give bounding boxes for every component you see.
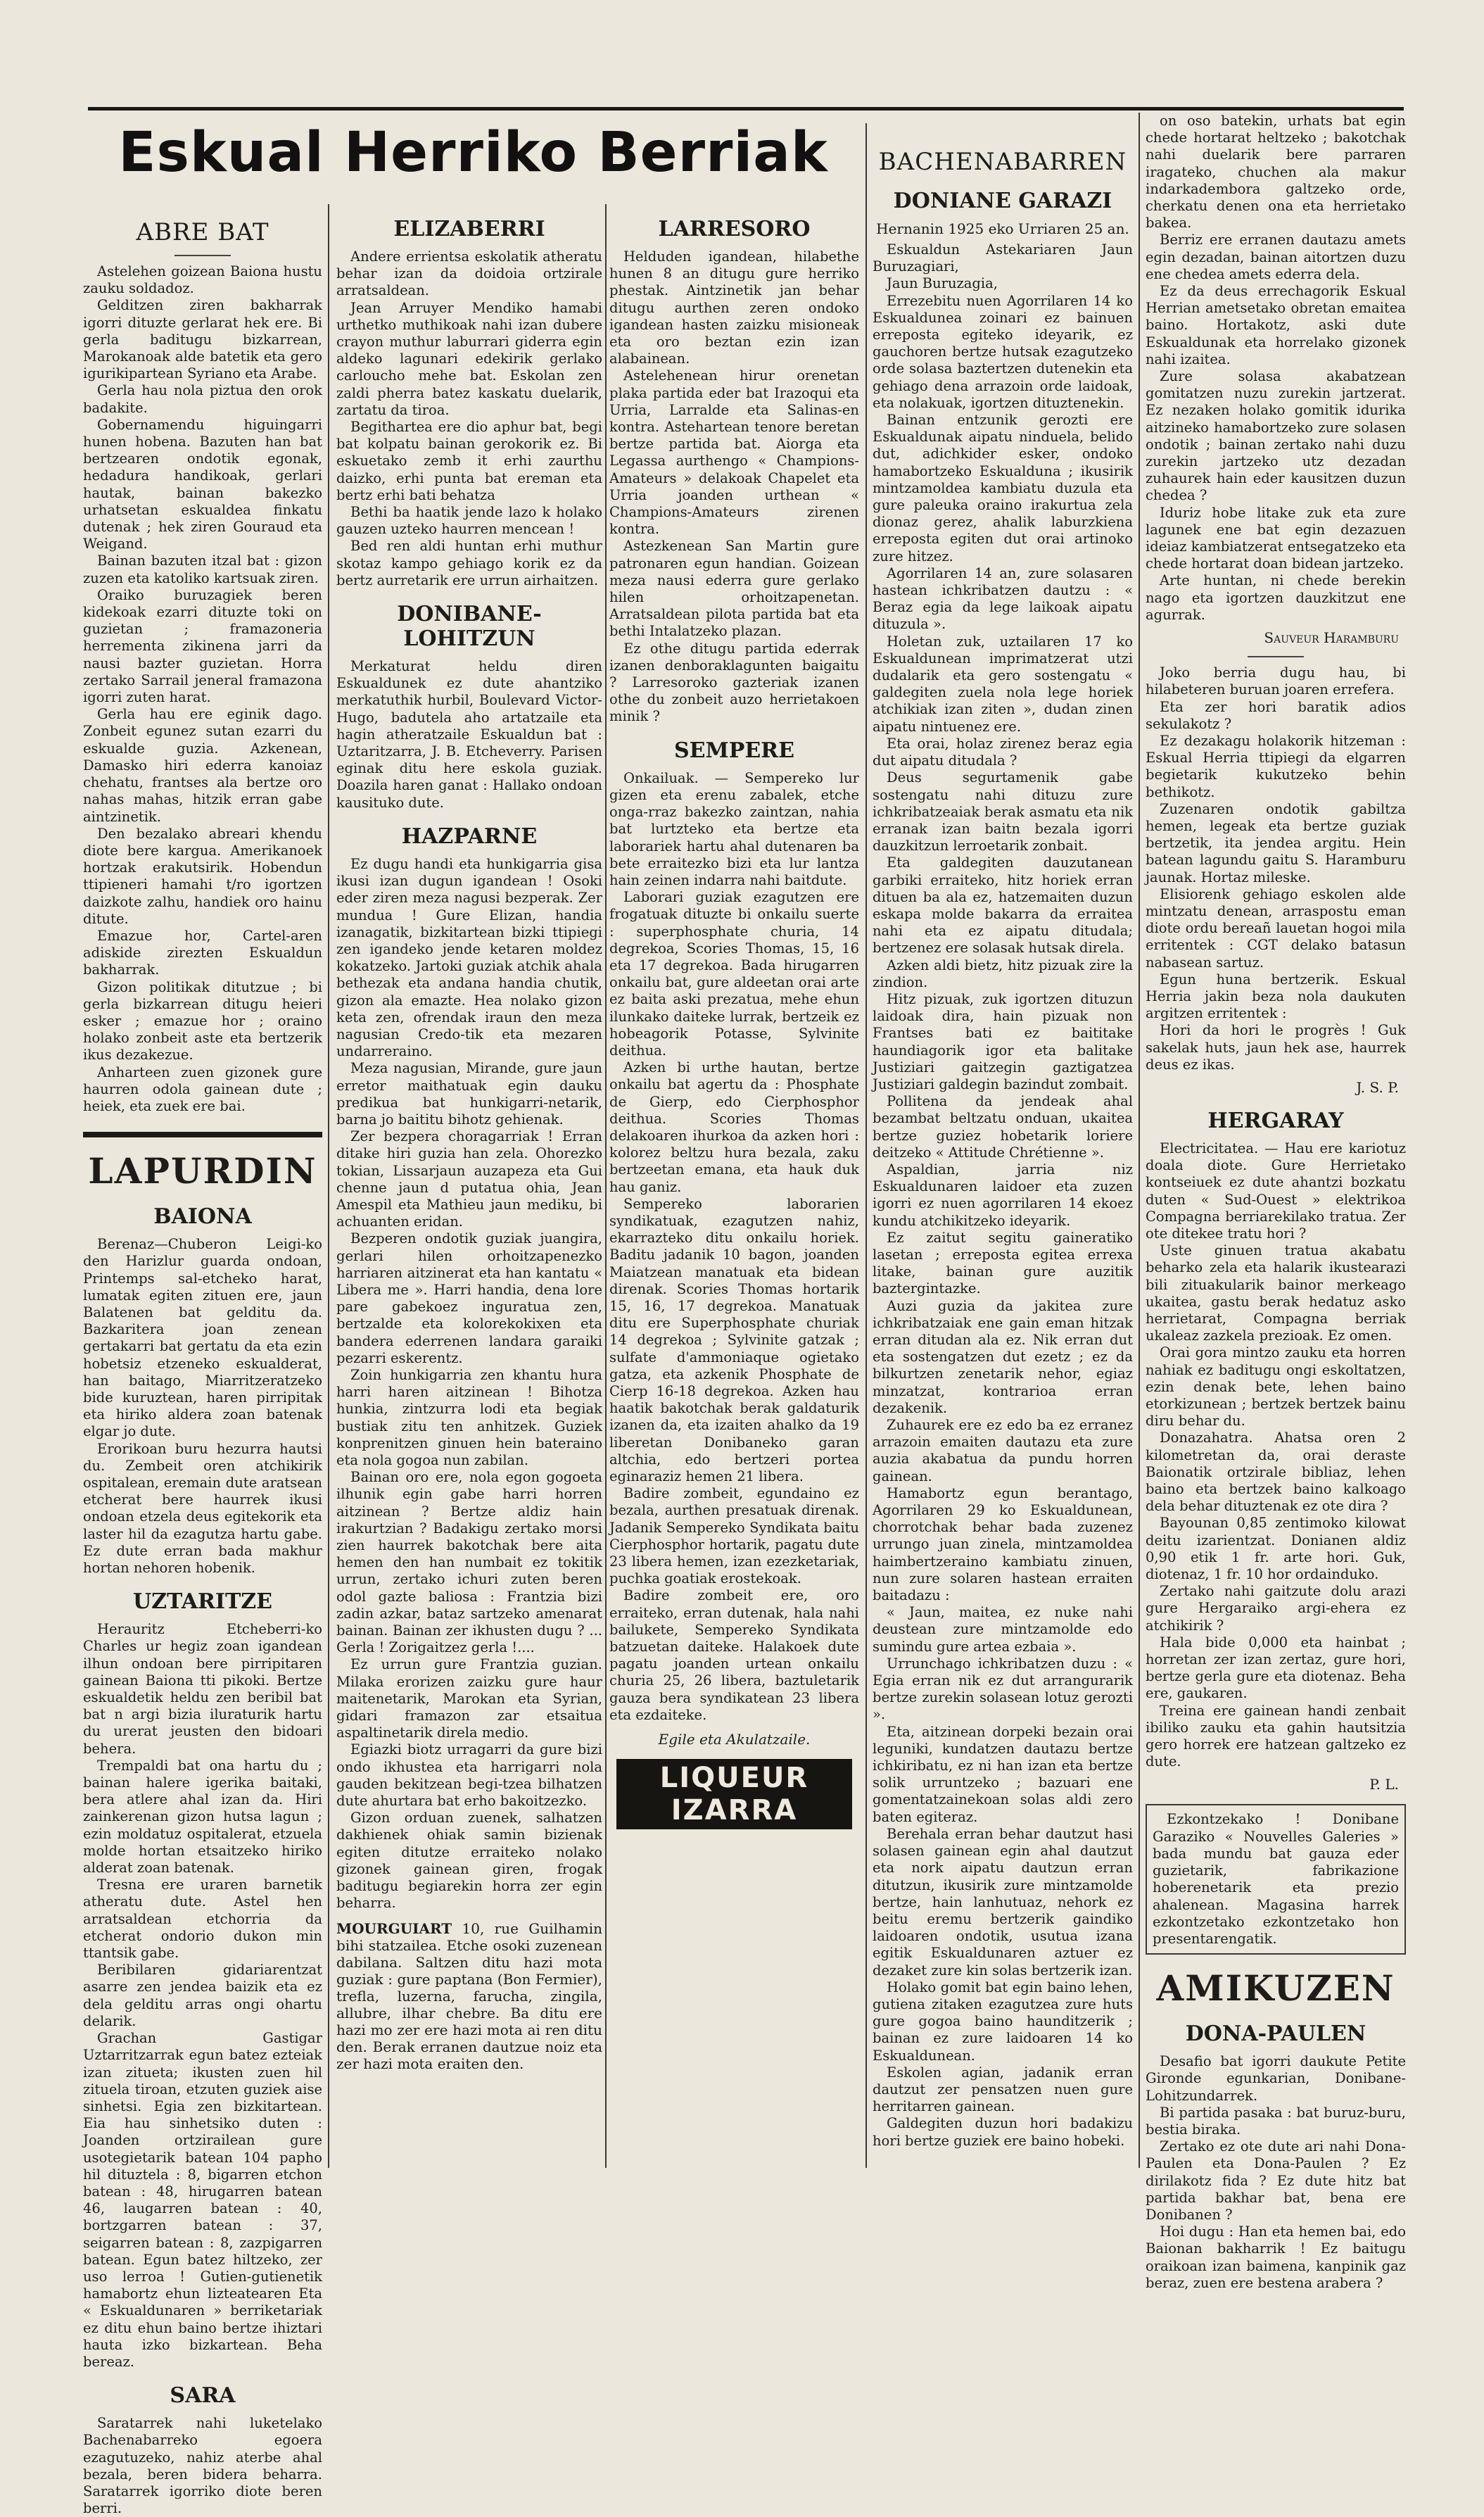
paragraph: Electricitatea. — Hau ere kariotuz doala diote. Gure Herrietako kontseiuek ez dute ahantzi bozkatu duten « Sud-Ouest » elektrikoa Compagna berriarekilako tratua. Zer ote ditekee tratu hori ? (1146, 1140, 1406, 1242)
paragraph: Bainan oro ere, nola egon gogoeta ilhunik egin gabe harri horren aitzinean ? Bertze aldiz hain irakurtzian ? Badakigu zertako morsi zien haurrek bakotchak bere aita hemen den han numbait ez tokitik urrun, zertako ichuri zuten beren odol gazte baliosa : Frantzia bizi zadin azkar, bataz sartzeko amenarat bainan. Bainan zer ikhusten dugu ? ... Gerla ! Zorigaitzez gerla !.... (336, 1469, 602, 1656)
subsection-title-larresoro: LARRESORO (658, 217, 811, 241)
letter-date: Hernanin 1925 eko Urriaren 25 an. (876, 220, 1129, 237)
paragraph: Urrunchago ichkribatzen duzu : « Egia erran nik ez dut arrangurarik bertze zurekin solasean lotuz gerozti ». (873, 1655, 1133, 1723)
paragraph: Zuzenaren ondotik gabiltza hemen, legeak eta bertze guziak bertzetik, ita jendea argitu. Hein batean lagundu gaitu S. Haramburu jaunak. Hortaz mileske. (1146, 800, 1406, 885)
paragraph: Gelditzen ziren bakharrak igorri dituzte gerlarat hek ere. Bi gerla baditugu bizkarrean, Marokanoak alde batetik eta gero igurikipartean Syriano eta Arabe. (83, 297, 322, 382)
advert-text: Ezkontzekako ! Donibane Garaziko « Nouvelles Galeries » bada mundu bat gauza eder guzietarik, fabrikazione hoberenetarik eta prezio ahalenean. Magasina harrek ezkontzetako ezkontzetako hon presentarengatik. (1153, 1811, 1399, 1947)
mourguiart-text: 10, rue Guilhamin bihi statzailea. Etche osoki zuzenean dabilana. Saltzen ditu hazi mota guziak : gure paptana (Bon Fermier), trefla, luzerna, farucha, zingila, allubre, ilhar chebre. Ba ditu ere hazi mo zer ere hazi mota ai ren ditu den. Berak erranen dautzue noiz eta zer hazi mota eraiten den. (336, 1920, 603, 2073)
advert-box (1146, 1804, 1406, 1955)
paragraph: Iduriz hobe litake zuk eta zure lagunek ene bat egin dezazuen ideiaz kambiatzerat entsegatzeko eta chede hortarat doan bidean jartzeko. (1146, 504, 1406, 572)
paragraph: Ez urrun gure Frantzia guzian. Milaka erorizen zaizku gure haur maitenetarik, Marokan eta Syrian, gidari framazon zar etsaitua aspaltinetarik direla medio. (336, 1656, 602, 1741)
masthead-title: Eskual Herriko Berriak (118, 121, 828, 184)
paragraph: Astezkenean San Martin gure patronaren egun handian. Goizean meza nausi ederra gure gerlako hilen orhoitzapenetan. Arratsaldean pilota partida bat eta bethi Intalatzeko plazan. (609, 538, 859, 640)
paragraph: Ez dugu handi eta hunkigarria gisa ikusi izan dugun igandean ! Osoki eder ziren meza nagusi bezperak. Zer mundua ! Gure Elizan, handia izanagatik, bizkitartean bizki ttipiegi zen igandeko jende ketaren moldez kokatzeko. Jartoki guziak atchik ahala bethezak eta andana handia chutik, gizon ala emazte. Hea nolako gizon keta zen, ofrendak iraun den meza nagusian Credo-tik eta mezaren undarreraino. (336, 855, 602, 1060)
paragraph: Bezperen ondotik guziak juangira, gerlari hilen orhoitzapenezko harriaren aitzinerat eta han kantatu « Libera me ». Harri handia, dena lore pare gabekoez inguratua zen, bertzalde eta kolorekokixen eta bandera ederrenen landara garaiki pezarri eskerentz. (336, 1230, 602, 1366)
column-4 (873, 134, 1133, 2168)
paragraph: Grachan Gastigar Uztarritzarrak egun batez ezteiak izan zitueta; ikusten zuen hil zituela tiroan, etzuten guziek aise sinhetsi. Egia zen bizkitartean. Eia hau sinhetsiko duten : Joanden ortzirailean gure usotegietarik batean 104 papho hil dituztela : 8, bigarren etchon batean : 48, hirugarren batean 46, laugarren batean : 40, bortzgarren batean : 37, seigarren batean : 8, zazpigarren batean. Egun batez hiltzeko, zer uso lerroa ! Gutien-gutienetik hamabortz ehun lizteatearen Eta « Eskualdunaren » berriketariak ez ditu ehun baino bertze ihiztari hauta izko bizkartean. Beha bereaz. (83, 2030, 322, 2370)
paragraph: Meza nagusian, Mirande, gure jaun erretor maithatuak egin dauku predikua bat hunkigarri-netarik, barna jo baititu bihotz gehienak. (336, 1060, 602, 1128)
paragraph: Eskualdun Astekariaren Jaun Buruzagiari, (873, 241, 1133, 275)
paragraph: Joko berria dugu hau, bi hilabeteren buruan joaren errefera. (1146, 664, 1406, 698)
paragraph: Bainan bazuten itzal bat : gizon zuzen eta katoliko kartsuak ziren. (83, 553, 322, 586)
paragraph: Ez dezakagu holakorik hitzeman : Eskual Herria ttipiegi da elgarren begietarik kukutzeko behin bethikotz. (1146, 732, 1406, 800)
subsection-title-sempere: SEMPERE (674, 738, 794, 763)
mourguiart-name: MOURGUIART (336, 1920, 452, 1938)
paragraph: Zuhaurek ere ez edo ba ez erranez arrazoin emaiten dautazu eta zure auzia akabatua da pundu horren gainean. (873, 1417, 1133, 1484)
paragraph: Agorrilaren 14 an, zure solasaren hastean ichkribatzen dautzu : « Beraz egia da lege laikoak aipatu dituzula ». (873, 564, 1133, 633)
paragraph: Auzi guzia da jakitea zure ichkribatzaiak ene gain eman hitzak erran ditudan ala ez. Nik erran dut eta sostengatzen dut ezetz ; ez da bilkurtzen zenetarik nehor, egiaz minzatzat, kontrarioa erran dezakenik. (873, 1297, 1133, 1416)
paragraph: Ez da deus errechagorik Eskual Herrian ametsetako obretan emaitea baino. Hortakotz, aski dute Eskualdunak eta horrelako gizonek nahi izaitea. (1146, 283, 1406, 367)
paragraph: Jean Arruyer Mendiko hamabi urthetko muthikoak nahi izan dubere crayon muthur laburrari giderra egin aldeko lagunari edekirik gerlako carloucho mehe bat. Eskolan zen zaldi pherra batez kaskatu duelarik, zartatu da tiroa. (336, 299, 602, 418)
paragraph: Azken bi urthe hautan, bertze onkailu bat agertu da : Phosphate de Gierp, edo Cierphosphor deithua. Scories Thomas delakoaren ihurkoa da azken hori : kolorez beltzu hura bezala, zaku bertzeetan emana, eta hauk duk hau ganiz. (609, 1059, 859, 1195)
paragraph: Beribilaren gidariarentzat asarre zen jendea baizik eta ez dela gelditu arras ongi ohartu delarik. (83, 1962, 322, 2029)
paragraph: Gizon politikak ditutzue ; bi gerla bizkarrean ditugu heieri esker ; emazue hor ; oraino holako zonbeit aste eta bertzerik ikus dezakezue. (83, 978, 322, 1064)
paragraph: Anharteen zuen gizonek gure haurren odola gainean dute ; heiek, eta zuek ere bai. (83, 1064, 322, 1114)
paragraph: Bayounan 0,85 zentimoko kilowat deitu izarientzat. Donianen aldiz 0,90 etik 1 fr. arte hori. Guk, diotenaz, 1 fr. 10 hor ordainduko. (1146, 1515, 1406, 1583)
paragraph: Hitz pizuak, zuk igortzen dituzun laidoak dira, hain pizuak non Frantses bati ez baititake haundiagorik igor eta balitake Justiziari gaitzegin gaztigatzea Justiziari galdegin bazindut zombait. (873, 990, 1133, 1092)
paragraph: Hamabortz egun berantago, Agorrilaren 29 ko Eskualdunean, chorrotchak behar bada zuzenez urrungo juan zinela, mintzamoldea haimbertzeraino kambiatu zinuen, nun zure solaren hastean erraiten baitadazu : (873, 1484, 1133, 1604)
paragraph: Bethi ba haatik jende lazo k holako gauzen uzteko haurren mencean ! (336, 504, 602, 538)
section-rule (83, 1132, 322, 1137)
subsection-title-hazparne: HAZPARNE (401, 824, 538, 849)
divider (175, 255, 231, 256)
paragraph: Hoi dugu : Han eta hemen bai, edo Baionan bakharrik ! Ez baitugu oraikoan izan baimena, kanpinik gaz beraz, zuen ere bestena arabera ? (1146, 2223, 1406, 2291)
paragraph: Ez zaitut segitu gaineratiko lasetan ; erreposta egitea errexa litake, bainan gure auzitik baztergintazke. (873, 1229, 1133, 1297)
column-5 (1146, 113, 1406, 2291)
paragraph: Bed ren aldi huntan erhi muthur skotaz kampo gehiago korik ez da bertz aurretarik ere urrun airhaitzen. (336, 538, 602, 588)
paragraph: Zoin hunkigarria zen khantu hura harri haren aitzinean ! Bihotza hunkia, zintzurra lodi eta begiak bustiak zitu ten anhitzek. Guziek konprenitzen ginuen hein bateraino eta nola gogoa nun zabilan. (336, 1366, 602, 1468)
signature: J. S. P. (1356, 1078, 1399, 1096)
paragraph: Bi partida pasaka : bat buruz-buru, bestia biraka. (1146, 2104, 1406, 2138)
subsection-title-donibane: DONIBANE-LOHITZUN (397, 602, 542, 652)
paragraph: Errezebitu nuen Agorrilaren 14 ko Eskualdunea zoinari ez bainuen erreposta egiteko ideyarik, ez gauchoren bertze hutsak ezagutzeko orde solasa baztertzen dutenekin eta gehiago dena arrazoin orde laidoak, eta nolakuak, igortzen dituztenekin. (873, 292, 1133, 411)
paragraph: Eta orai, holaz zirenez beraz egia dut aipatu ditudala ? (873, 735, 1133, 769)
column-1 (83, 204, 322, 2517)
paragraph: Sempereko laborarien syndikatuak, ezagutzen nahiz, ekarrazteko ditu onkailu horiek. Baditu jadanik 10 bagon, joanden Maiatzean manatuak eta bidean direnak. Scories Thomas hortarik 15, 16, 17 degrekoa. Manatuak ditu ere Superphosphate churiak 14 degrekoa ; Sylvinite gatzak ; sulfate d'ammoniaque ogietako gatza, eta azkenik Phosphate de Cierp 16-18 degrekoa. Azken hau haatik bakotchak berak galdaturik izanen da, eta izaiten ahalko da 19 liberetan Donibaneko garan altchia, edo bertzeri portea eginaraziz hemen 21 libera. (609, 1195, 859, 1485)
paragraph: Eta galdegiten dauzutanean garbiki erraiteko, hitz horiek erran dituen ba ala ez, hatzemaiten duzun eskapa molde bakarra da erraitea nahi eta ez aipatu ditudala; bertzenez ere solasak hutsak direla. (873, 854, 1133, 957)
paragraph: Pollitena da jendeak ahal bezambat beltzatu onduan, ukaitea bertze guziez hobetarik loriere deitzeko « Attitude Chrétienne ». (873, 1093, 1133, 1161)
masthead-rule (88, 107, 1404, 111)
paragraph: Desafio bat igorri daukute Petite Gironde egunkarian, Donibane-Lohitzundarrek. (1146, 2053, 1406, 2104)
column-rule (605, 204, 607, 2168)
subsection-title-hergaray: HERGARAY (1207, 1108, 1344, 1133)
paragraph: Arte huntan, ni chede berekin nago eta igortzen dauzkitzut ene agurrak. (1146, 572, 1406, 623)
paragraph: Bainan entzunik gerozti ere Eskualdunak aipatu ninduela, belido dut, adichkider esker, ondoko hamabortzeko Eskualduna ; ikusirik mintzamoldea kambiatu duzula eta gure paleuka oraino irakurtua zela dionaz gerez, ahalik laburzkiena erreposta egiten dut orai artinoko zure hitzez. (873, 412, 1133, 564)
paragraph: Zertako ez ote dute ari nahi Dona-Paulen eta Dona-Paulen ? Ez dirilakotz fida ? Ez dute hitz bat partida bakhar bat, bena ere Donibanen ? (1146, 2138, 1406, 2223)
paragraph: Eta, aitzinean dorpeki bezain orai leguniki, kundatzen dautazu bertze ichkiribatu, ez ni han izan eta bertze solik urruntzeko ; bazuari ene gomentatzainekoan solas aldi zero baten egiteraz. (873, 1723, 1133, 1825)
column-3 (609, 204, 859, 2168)
paragraph: Gobernamendu higuingarri hunen hobena. Bazuten han bat bertzearen ondotik egonak, hedadura handikoak, gerlari hautak, bainan bakezko urhatsetan eskualdea finkatu dutenak ; hek ziren Gouraud eta Weigand. (83, 416, 322, 553)
paragraph: Deus segurtamenik gabe sostengatu nahi dituzu zure ichkribatzeaiak berak asmatu eta nik erranak izan baitn bezala igorri dauzkitzun lerroetarik zonbait. (873, 769, 1133, 854)
paragraph: Laborari guziak ezagutzen ere frogatuak dituzte bi onkailu suerte : superphosphate churia, 14 degrekoa, Scories Thomas, 15, 16 eta 17 degrekoa. Bada hirugarren onkailu bat, gure aldeetan orai arte ez baita aski prezatua, mehe ehun ilunkako daiteke lurrak, bertzeik ez hobeagorik Potasse, Sylvinite deithua. (609, 889, 859, 1059)
paragraph: Holetan zuk, uztailaren 17 ko Eskualdunean imprimatzerat utzi dudalarik eta gero sostengatu « galdegiten zuela nola lege horiek atchikiak izan ziten », dudan zinen aipatu nintuenez ere. (873, 633, 1133, 735)
paragraph: Herauritz Etcheberri-ko Charles ur hegiz zoan igandean ilhun ondoan bere pirripitaren gainean Baiona tti pikoki. Bertze eskualdetik heldu zen beribil bat bat n argi bizia iluraturik hartu du urerat jeusten den bidoari behera. (83, 1621, 322, 1757)
paragraph: Erorikoan buru hezurra hautsi du. Zembeit oren atchikirik ospitalean, eremain dute aratsean etcherat bere haurrek ikusi ondoan etzela deus egitekorik eta laster hil da ezagutza hartu gabe. Ez dute erran bada makhur hortan nehoren hobenik. (83, 1440, 322, 1577)
paragraph: Badire zombeit ere, oro erraiteko, erran dutenak, hala nahi bailukete, Sempereko Syndikata batzuetan daiteke. Halakoek dute pagatu joanden urtean onkailu churia 25, 26 libera, baztuletarik gauza bera syndikatean 23 libera eta ezdaiteke. (609, 1587, 859, 1723)
paragraph: Onkailuak. — Sempereko lur gizen eta erenu zabalek, etche onga-rraz bakezko zaintzan, nahia bat lurtzteko eta bertze eta laborariek hartu ahal dutenaren ba bete erraitezko bizi eta lur lantza hain zeinen indarra nahi baitdute. (609, 769, 859, 888)
paragraph: Donazahatra. Ahatsa oren 2 kilometretan da, orai deraste Baionatik ortzirale bibliaz, lehen baino eta bertzek baino kalkoago dela behar dituztenak ez ote dira ? (1146, 1430, 1406, 1515)
paragraph: Egun huna bertzerik. Eskual Herria jakin beza nola daukuten argitzen erritentek : (1146, 971, 1406, 1022)
paragraph: Holako gomit bat egin baino lehen, gutiena zitaken ezagutzea zure huts gure gogoa baino haunditzerik ; bainan ez zure laidoaren 14 ko Eskualdunean. (873, 1979, 1133, 2064)
paragraph: Eta zer hori baratik adios sekulakotz ? (1146, 698, 1406, 732)
paragraph: Den bezalako abreari khendu diote bere kargua. Amerikanoek hortzak erakutsirik. Hobendun ttipieneri hamahi t/ro igortzen daizkote zalhu, handiek oro hainu ditute. (83, 825, 322, 927)
paragraph: on oso batekin, urhats bat egin chede hortarat heltzeko ; bakotchak nahi duelarik bere parraren iragateko, chuchen ala makur indarkadembora galtzeko orde, cherkatu denen ona eta herrietako bakea. (1146, 113, 1406, 232)
paragraph: Ez othe ditugu partida ederrak izanen denboraklagunten baigaitu ? Larresoroko gazteriak izanen othe du zonbeit auzo herrietakoen minik ? (609, 640, 859, 725)
section-title-bachenabarren: BACHENABARREN (878, 148, 1127, 176)
section-title-amikuzen: AMIKUZEN (1156, 1967, 1395, 2010)
section-title-lapurdin: LAPURDIN (88, 1150, 317, 1192)
paragraph: Berenaz—Chuberon Leigi-ko den Harizlur guarda ondoan, Printemps sal-etcheko harat, lumatak egiten zituen ere, jaun Balatenen bat gelditu da. Bazkaritera joan zenean gertakarri bat gertatu da eta ezin hobetsiz etzeneko eskualderat, han baitago, Miarritzeratzeko bide kuruztean, haren pirripitak eta hiriko aldera zoan batenak elgar jo dute. (83, 1236, 322, 1440)
paragraph: Merkaturat heldu diren Eskualdunek ez dute ahantziko merkatuthik hurbil, Boulevard Victor-Hugo, badutela aho artatzaile eta hagin atheratzaile Eskualdun bat : Uztaritzarra, J. B. Etcheverry. Parisen eginak ditu here eskola guziak. Doazila haren ganat : Hallako ondoan kausituko dute. (336, 658, 602, 811)
paragraph: Eskolen agian, jadanik erran dautzut zer pensatzen nuen gure herritarren gainean. (873, 2064, 1133, 2115)
signature: Sauveur Haramburu (1264, 629, 1399, 647)
paragraph: Treina ere gainean handi zenbait ibiliko zauku eta gahin hautsitzia gero horrek ere hatzean galtzeko ez dute. (1146, 1702, 1406, 1770)
paragraph: Zure solasa akabatzean gomitatzen nuzu zurekin jartzerat. Ez nezaken holako gomitik idurika aitzineko hamabortzeko zure solasen ondotik ; bainan zertako nahi duzu zurekin jartzeko utz dezadan zuhaurek hain eder kausitzen duzun chedea ? (1146, 368, 1406, 504)
paragraph: Hori da hori le progrès ! Guk sakelak huts, jaun hek ase, haurrek deus ez ikas. (1146, 1022, 1406, 1073)
paragraph: Azken aldi bietz, hitz pizuak zire la zindion. (873, 957, 1133, 990)
paragraph: Hala bide 0,000 eta hainbat ; horretan zer izan zertaz, gure hori, bertze gerla gure eta diotenaz. Beha ere, gaukaren. (1146, 1634, 1406, 1702)
paragraph: Galdegiten duzun hori badakizu hori bertze guziek ere baino hobeki. (873, 2115, 1133, 2149)
subsection-title-doniane-garazi: DONIANE GARAZI (893, 189, 1112, 213)
paragraph: « Jaun, maitea, ez nuke nahi deustean zure mintzamolde edo sumindu gure artea ezbaia ». (873, 1604, 1133, 1655)
paragraph: Aspaldian, jarria niz Eskualdunaren laidoer eta zuzen igorri ez nuen agorrilaren 14 ekoez kundu atchikitzeko ideyarik. (873, 1161, 1133, 1229)
paragraph: Gizon orduan zuenek, salhatzen dakhienek ohiak samin bizienak egiten ditutze erraiteko nolako gizonek gainean giren, frogak baditugu begiarekin horra zer egin beharra. (336, 1810, 602, 1912)
paragraph: Emazue hor, Cartel-aren adiskide zirezten Eskualdun bakharrak. (83, 927, 322, 978)
paragraph: Andere errientsa eskolatik atheratu behar izan da doidoia ortzirale arratsaldean. (336, 248, 602, 299)
paragraph: Gerla hau ere eginik dago. Zonbeit egunez sutan ezarri du eskualde guzia. Azkenean, Damasko hiri ederra kanoiaz chehatu, frantses ala bertze oro nahas mahas, hitzik erran gabe aintzinetik. (83, 706, 322, 825)
paragraph: Astelehen goizean Baiona hustu zauku soldadoz. (83, 263, 322, 297)
column-2 (336, 204, 602, 2168)
paragraph: Trempaldi bat ona hartu du ; bainan halere igerika baitaki, bera atlere ahal izan da. Hiri zainkerenan gizon hutsa lagun ; ezin moldatuz ospitalerat, etzuela molde hortan etsaitzeko hiriko alderat zoan batenak. (83, 1757, 322, 1876)
paragraph: Tresna ere uraren barnetik atheratu dute. Astel hen arratsaldean etchorria da etcherat ondorio dukon min ttantsik gabe. (83, 1876, 322, 1962)
paragraph: Egiazki biotz urragarri da gure bizi ondo ikhustea eta harrigarri nola gauden bekitzean begi-tzea bilhatzen dute ahurtara bat erho bakoitzezko. (336, 1741, 602, 1810)
paragraph: Astelehenean hirur orenetan plaka partida eder bat Irazoqui eta Urria, Larralde eta Salinas-en kontra. Astehartean tenore beretan bertze partida bat. Aiorga eta Legassa aurthengo « Champions-Amateurs » delakoak Chapelet eta Urria joanden urthean « Champions-Amateurs zirenen kontra. (609, 367, 859, 538)
paragraph: Zertako nahi gaitzute dolu arazi gure Hergaraiko argi-ehera ez atchikirik ? (1146, 1583, 1406, 1634)
paragraph: Gerla hau nola piztua den orok badakite. (83, 382, 322, 416)
paragraph: Zer bezpera choragarriak ! Erran ditake hiri guzia han zela. Ohorezko tokian, Lissarjaun auzapeza eta Gui chenne jaun d putatua ohia, Jean Amespil eta Mathieu jaun mediku, bi achuanten eridan. (336, 1128, 602, 1230)
paragraph: Orai gora mintzo zauku eta horren nahiak ez baditugu ongi eskoltatzen, ezin denak bete, lehen baino etorkizunean ; bertzek bertzek bainu diru behar du. (1146, 1344, 1406, 1430)
paragraph: Elisiorenk gehiago eskolen alde mintzatu denean, arraspostu eman diote ordu bereañ lauetan hogoi mila erritentek : CGT delako batasun nabasean sartuz. (1146, 885, 1406, 971)
paragraph: Oraiko buruzagiek beren kidekoak ezarri dituzte toki on guzietan ; framazoneria herrementa zikinena jarri da nausi bazter guzietan. Horra zertako Sarrail jeneral framazona igorri zuten harat. (83, 586, 322, 706)
paragraph: Berehala erran behar dautzut hasi solasen gainean egin ahal dautzut eta nork aipatu dautzun erran ditutzun, ikusirik zure mintzamolde bertze, hain lanhutuaz, nehork ez beitu eremu bertzerik gaindiko laidoaren ondotik, usutua izana egitik Eskualdunaren aztuer ez dezaket zure kin solas bertzerik izan. (873, 1825, 1133, 1979)
subsection-title-elizaberri: ELIZABERRI (393, 217, 545, 241)
paragraph: Saratarrek nahi luketelako Bachenabarreko egoera ezagutuzeko, nahiz aterbe ahal bezala, beren bidera beharra. Saratarrek igorriko diote beren berri. (83, 2415, 322, 2517)
subsection-title-baiona: BAIONA (153, 1204, 252, 1230)
column-rule (865, 123, 867, 2168)
paragraph: Jaun Buruzagia, (887, 275, 998, 292)
author-credit: Egile eta Akulatzaile. (658, 1731, 811, 1748)
paragraph: Uste ginuen tratua akabatu beharko zela eta halarik ikustearazi bili zituakularik bainor merkeago ukaitea, gastu berak hedatuz asko herrietarat, Compagna berriak ukaleaz zazkela prezioak. Ez omen. (1146, 1242, 1406, 1344)
section-title-abre-bat: ABRE BAT (136, 218, 269, 246)
divider (1248, 656, 1304, 657)
column-rule (328, 204, 329, 2168)
subsection-title-dona-paulen: DONA-PAULEN (1185, 2021, 1366, 2047)
liqueur-izarra-ad: LIQUEUR IZARRA (616, 1759, 852, 1829)
mourguiart-ad (336, 1920, 602, 2072)
paragraph: Helduden igandean, hilabethe hunen 8 an ditugu gure herriko phestak. Aintzinetik jan behar ditugu aurthen zeren ondoko igandean hasten zaizku misioneak eta oro beztan ezin izan alabainean. (609, 248, 859, 367)
paragraph: Berriz ere erranen dautazu amets egin dezadan, bainan aitortzen duzu ene chedea amets ederra dela. (1146, 232, 1406, 282)
paragraph: Begitharteа ere dio aphur bat, begi bat kolpatu bainan gerokorik ez. Bi eskuetako zemb it erhi zaurthu daizko, erhi punta bat ereman eta bertz erhi bati behatza (336, 419, 602, 503)
subsection-title-uztaritze: UZTARITZE (132, 1589, 273, 1615)
signature: P. L. (1369, 1776, 1399, 1793)
subsection-title-sara: SARA (170, 2383, 236, 2409)
paragraph: Badire zombeit, egundaino ez bezala, aurthen presatuak direnak. Jadanik Sempereko Syndikata baitu Cierphosphor hortarik, pagatu dute 23 libera hemen, izan ezezketariak, puchka goatiak erostekoak. (609, 1485, 859, 1587)
column-rule (1139, 113, 1140, 2168)
